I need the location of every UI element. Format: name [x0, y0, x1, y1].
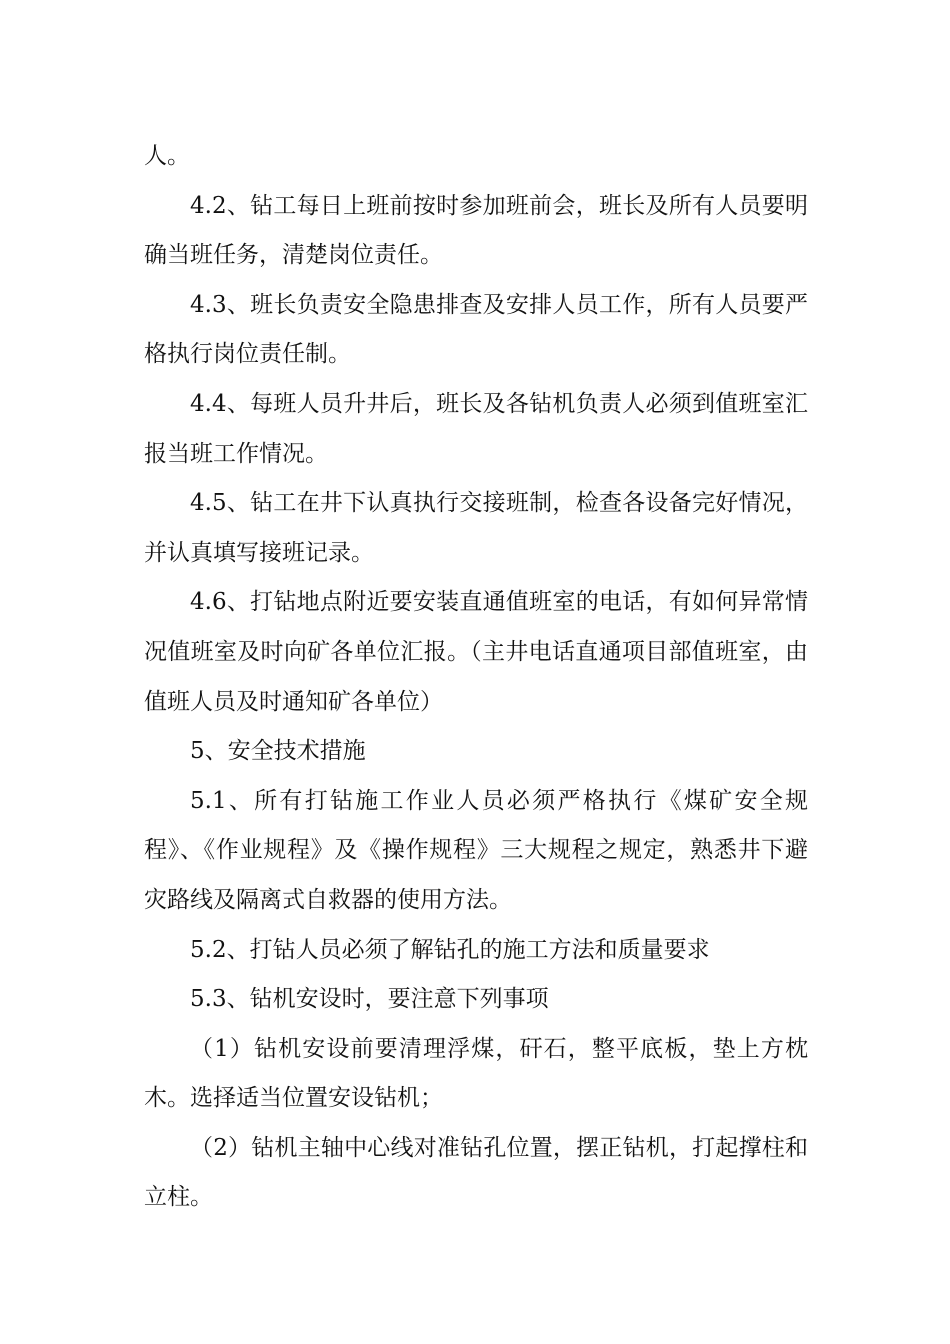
paragraph-4-6: 4.6、打钻地点附近要安装直通值班室的电话，有如何异常情况值班室及时向矿各单位汇报。（主井电话直通项目部值班室，由值班人员及时通知矿各单位） [144, 589, 808, 715]
paragraph-continuation: 人。 [144, 143, 190, 169]
paragraph-5-3: 5.3、钻机安设时，要注意下列事项 [190, 986, 549, 1013]
paragraph-4-2: 4.2、钻工每日上班前按时参加班前会，班长及所有人员要明确当班任务，清楚岗位责任。 [144, 192, 808, 269]
paragraph-5-2: 5.2、打钻人员必须了解钻孔的施工方法和质量要求 [190, 936, 710, 963]
section-heading-5: 5、安全技术措施 [190, 738, 366, 765]
paragraph-4-5: 4.5、钻工在井下认真执行交接班制，检查各设备完好情况，并认真填写接班记录。 [144, 490, 808, 566]
paragraph-4-3: 4.3、班长负责安全隐患排查及安排人员工作，所有人员要严格执行岗位责任制。 [144, 291, 808, 368]
paragraph-4-4: 4.4、每班人员升井后，班长及各钻机负责人必须到值班室汇报当班工作情况。 [144, 390, 808, 467]
list-item-1: （1）钻机安设前要清理浮煤，矸石，整平底板，垫上方枕木。选择适当位置安设钻机； [144, 1035, 808, 1112]
paragraph-5-1: 5.1、所有打钻施工作业人员必须严格执行《煤矿安全规程》、《作业规程》及《操作规程》三大规程之规定，熟悉井下避灾路线及隔离式自救器的使用方法。 [144, 787, 808, 913]
list-item-2: （2）钻机主轴中心线对准钻孔位置，摆正钻机，打起撑柱和立柱。 [144, 1134, 808, 1211]
document-body [144, 132, 808, 1223]
